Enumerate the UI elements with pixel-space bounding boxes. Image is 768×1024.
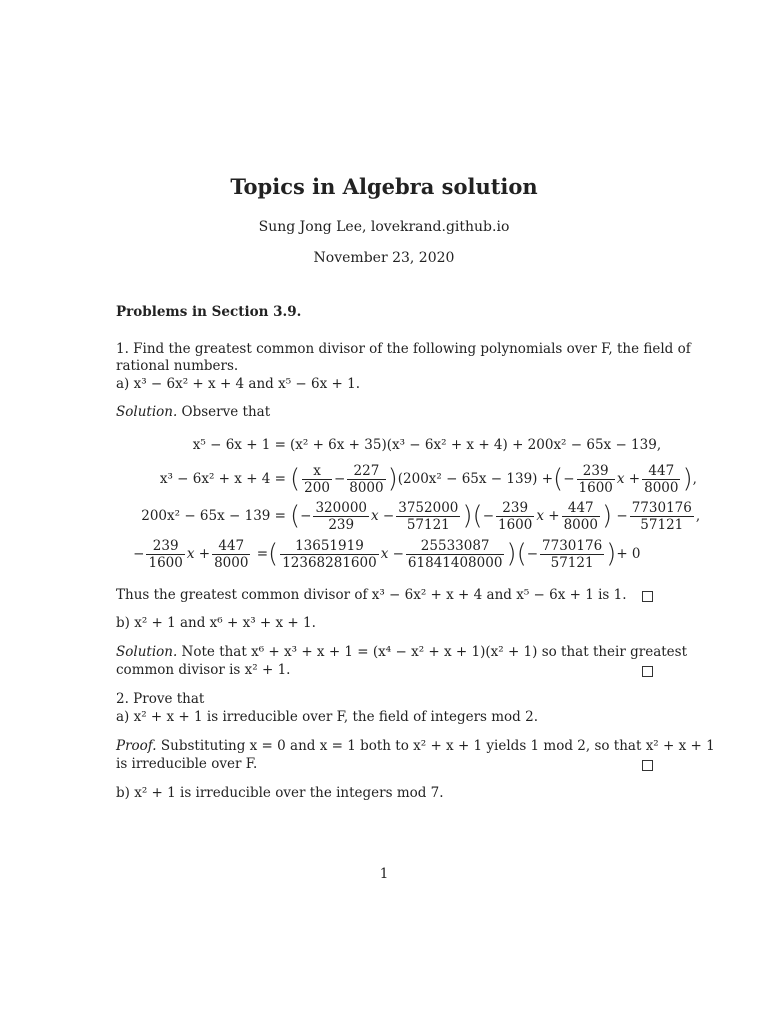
qed-box bbox=[642, 591, 653, 602]
numerator: 447 bbox=[642, 463, 680, 480]
comma: , bbox=[692, 471, 697, 487]
right-paren: ) bbox=[387, 464, 398, 494]
denominator: 200 bbox=[304, 479, 330, 496]
fraction bbox=[540, 538, 604, 571]
eq4-tail: + 0 bbox=[616, 546, 641, 562]
numerator: 25533087 bbox=[406, 538, 504, 555]
variable-x: x bbox=[616, 471, 625, 487]
plus-sign: + bbox=[543, 508, 560, 524]
qed-box bbox=[642, 760, 653, 771]
plus-sign: + bbox=[624, 471, 641, 487]
equation-2 bbox=[116, 459, 697, 499]
numerator: 13651919 bbox=[280, 538, 378, 555]
plus-sign: + bbox=[194, 546, 211, 562]
problem1-intro-line1: 1. Find the greatest common divisor of the following polynomials over F, the field of bbox=[116, 341, 691, 357]
variable-x: x bbox=[380, 546, 389, 562]
solution-b-line2: common divisor is x² + 1. bbox=[116, 662, 291, 678]
denominator: 1600 bbox=[498, 516, 533, 533]
problem1-part-b: b) x² + 1 and x⁶ + x³ + x + 1. bbox=[116, 615, 316, 631]
denominator: 8000 bbox=[349, 479, 384, 496]
right-paren: ) bbox=[682, 464, 693, 494]
left-paren: ( bbox=[268, 539, 279, 569]
denominator: 8000 bbox=[563, 516, 598, 533]
eq1-lhs: x⁵ − 6x + 1 = bbox=[192, 437, 286, 453]
variable-x: x bbox=[186, 546, 195, 562]
right-paren: ) bbox=[606, 539, 617, 569]
solution-text: Observe that bbox=[181, 404, 271, 420]
numerator: 7730176 bbox=[631, 499, 692, 516]
minus-sign: − bbox=[563, 471, 575, 487]
eq2-lhs: x³ − 6x² + x + 4 = bbox=[159, 471, 286, 487]
conclusion-a: Thus the greatest common divisor of x³ − 6x² + x + 4 and x⁵ − 6x + 1 is 1. bbox=[116, 587, 627, 603]
proof-text: Substituting x = 0 and x = 1 both to x² + x + 1 yields 1 mod 2, so that x² + x + 1 bbox=[160, 738, 715, 754]
numerator: 239 bbox=[577, 463, 615, 480]
fraction bbox=[347, 463, 385, 496]
left-paren: ( bbox=[290, 464, 301, 494]
denominator: 57121 bbox=[406, 516, 450, 533]
equation-4 bbox=[116, 534, 641, 574]
fraction bbox=[313, 500, 369, 533]
denominator: 1600 bbox=[578, 479, 613, 496]
numerator: 227 bbox=[347, 463, 385, 480]
numerator: 239 bbox=[496, 500, 534, 517]
fraction bbox=[396, 500, 460, 533]
page-number: 1 bbox=[379, 866, 389, 882]
left-paren: ( bbox=[553, 464, 564, 494]
denominator: 1600 bbox=[148, 554, 183, 571]
denominator: 61841408000 bbox=[407, 554, 503, 571]
solution-a bbox=[116, 404, 270, 420]
variable-x: x bbox=[371, 508, 379, 524]
numerator: x bbox=[302, 463, 332, 480]
numerator: 239 bbox=[146, 538, 184, 555]
minus-sign: − bbox=[482, 508, 494, 524]
variable-x: x bbox=[536, 508, 544, 524]
fraction bbox=[212, 538, 250, 571]
numerator: 320000 bbox=[315, 499, 368, 516]
fraction bbox=[406, 538, 504, 571]
right-paren: ) bbox=[462, 501, 473, 531]
minus-sign: − bbox=[388, 546, 404, 562]
fraction bbox=[562, 500, 600, 533]
denominator: 57121 bbox=[640, 516, 684, 533]
denominator: 8000 bbox=[214, 554, 249, 571]
numerator: 3752000 bbox=[398, 499, 459, 516]
author-line: Sung Jong Lee, lovekrand.github.io bbox=[258, 219, 510, 235]
denominator: 57121 bbox=[550, 554, 594, 571]
paper-title: Topics in Algebra solution bbox=[230, 174, 538, 199]
equals-sign: = bbox=[252, 546, 269, 562]
right-paren: ) bbox=[601, 501, 613, 531]
left-paren: ( bbox=[290, 501, 301, 531]
eq1-rhs: (x² + 6x + 35)(x³ − 6x² + x + 4) + 200x² − 65x − 139, bbox=[290, 437, 662, 453]
eq2-mid: (200x² − 65x − 139) + bbox=[397, 471, 554, 487]
fraction bbox=[280, 538, 378, 571]
solution-label: Solution. bbox=[116, 404, 178, 420]
fraction bbox=[642, 463, 680, 496]
problem2-part-b: b) x² + 1 is irreducible over the integers mod 7. bbox=[116, 785, 444, 801]
fraction bbox=[630, 500, 694, 533]
solution-b-text: Note that x⁶ + x³ + x + 1 = (x⁴ − x² + x + 1)(x² + 1) so that their greatest bbox=[181, 644, 688, 660]
minus-sign: − bbox=[333, 471, 346, 487]
comma: , bbox=[695, 508, 701, 524]
section-heading: Problems in Section 3.9. bbox=[116, 304, 302, 320]
left-paren: ( bbox=[516, 539, 527, 569]
minus-sign: − bbox=[612, 508, 628, 524]
qed-box bbox=[642, 666, 653, 677]
denominator: 8000 bbox=[644, 479, 679, 496]
numerator: 447 bbox=[562, 500, 600, 517]
eq3-lhs: 200x² − 65x − 139 = bbox=[141, 508, 286, 524]
problem2-intro: 2. Prove that bbox=[116, 691, 205, 707]
fraction bbox=[146, 538, 184, 571]
solution-label: Solution. bbox=[116, 644, 178, 660]
minus-sign: − bbox=[378, 508, 395, 524]
numerator: 7730176 bbox=[542, 537, 603, 554]
minus-sign: − bbox=[116, 546, 145, 562]
minus-sign: − bbox=[300, 508, 312, 524]
equation-3 bbox=[116, 496, 700, 536]
denominator: 12368281600 bbox=[282, 554, 377, 571]
date-line: November 23, 2020 bbox=[313, 250, 455, 266]
fraction bbox=[302, 463, 332, 496]
proof-label: Proof. bbox=[116, 738, 157, 754]
problem2-part-a: a) x² + x + 1 is irreducible over F, the field of integers mod 2. bbox=[116, 709, 538, 725]
proof-line1 bbox=[116, 738, 715, 754]
problem1-part-a: a) x³ − 6x² + x + 4 and x⁵ − 6x + 1. bbox=[116, 376, 360, 392]
numerator: 447 bbox=[212, 538, 250, 555]
left-paren: ( bbox=[472, 501, 483, 531]
right-paren: ) bbox=[506, 539, 517, 569]
fraction bbox=[496, 500, 534, 533]
problem1-intro-line2: rational numbers. bbox=[116, 358, 239, 374]
minus-sign: − bbox=[526, 546, 539, 562]
fraction bbox=[577, 463, 615, 496]
denominator: 239 bbox=[328, 516, 355, 533]
solution-b-line1 bbox=[116, 644, 687, 660]
proof-line2: is irreducible over F. bbox=[116, 756, 258, 772]
